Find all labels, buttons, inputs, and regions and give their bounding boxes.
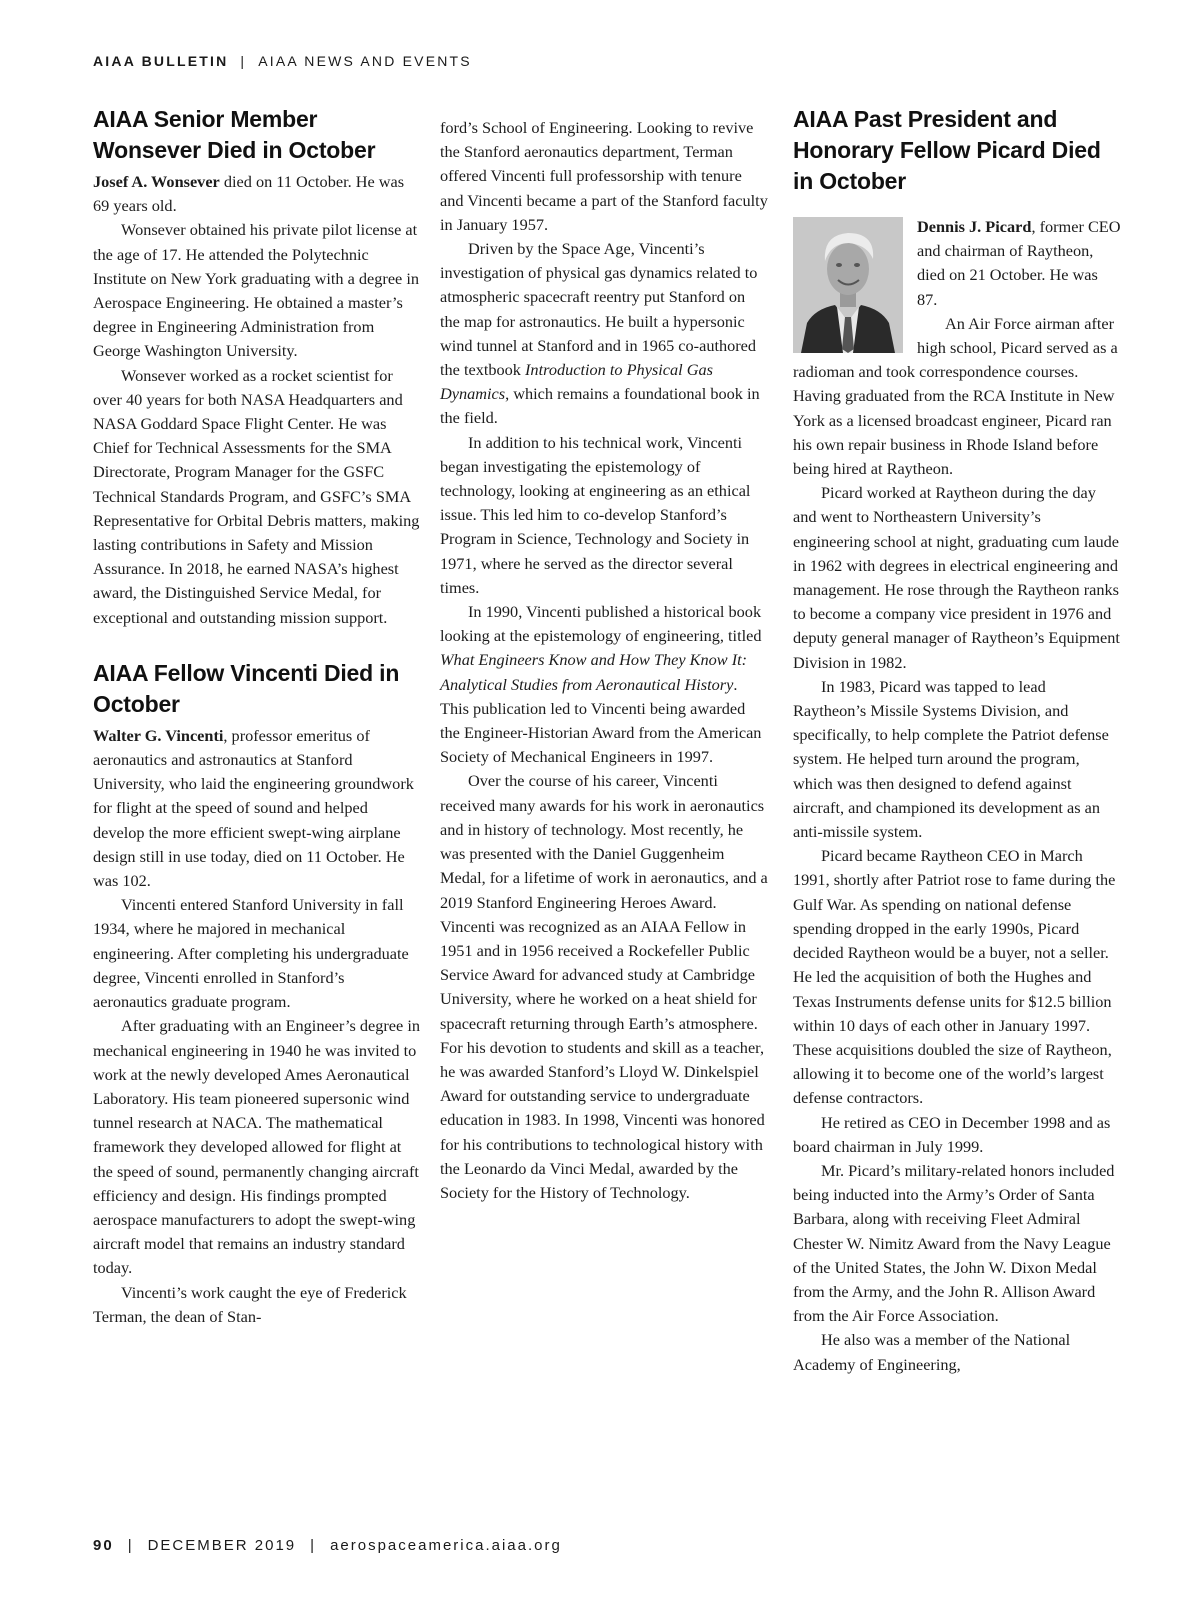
website-link[interactable]: aerospaceamerica.aiaa.org: [330, 1537, 562, 1554]
column-2: [440, 116, 768, 1205]
article2-paragraph-continued: ford’s School of Engineering. Looking to revive the Stanford aeronautics department, Terman offered Vincenti full professorship with tenure and Vincenti became a part of the Stanford faculty in January 1957.: [440, 118, 768, 234]
article3-title: AIAA Past President and Honorary Fellow Picard Died in October: [793, 106, 1101, 194]
article2-lead: Walter G. Vincenti, professor emeritus of aeronautics and astronautics at Stanford University, who laid the engineering groundwork for flight at the speed of sound and helped develop the more efficient swept-wing airplane design still in use today, died on 11 October. He was 102.: [93, 725, 414, 891]
article2-title: AIAA Fellow Vincenti Died in October: [93, 659, 400, 717]
column-3: [793, 104, 1121, 1377]
article2-name: Walter G. Vincenti: [93, 725, 224, 745]
article3-name: Dennis J. Picard: [917, 217, 1032, 236]
portrait-photo: [793, 217, 903, 353]
article3-paragraph: An Air Force airman after high school, Picard served as a radioman and took correspondence courses. Having graduated from the RCA Institute in New York as a licensed broadcast engineer, Picard ran his own repair business in Rhode Island before being hired at Raytheon.: [793, 313, 1118, 479]
article3-paragraph: Picard became Raytheon CEO in March 1991, shortly after Patriot rose to fame during the Gulf War. As spending on national defense spending dropped in the early 1990s, Picard decided Raytheon would be a buyer, not a seller. He led the acquisition of both the Hughes and Texas Instruments defense units for $12.5 billion within 10 days of each other in January 1997. These acquisitions doubled the size of Raytheon, allowing it to become one of the world’s largest defense contractors.: [793, 846, 1116, 1108]
article1-name: Josef A. Wonsever: [93, 172, 220, 191]
section-label: AIAA BULLETIN: [93, 53, 229, 69]
article3-lead: Dennis J. Picard, former CEO and chairman of Raytheon, died on 21 October. He was 87.: [917, 217, 1121, 309]
issue-date: DECEMBER 2019: [147, 1537, 297, 1554]
portrait-image: [793, 217, 903, 353]
article3-paragraph: He also was a member of the National Academy of Engineering,: [793, 1330, 1071, 1374]
article3-paragraph: Picard worked at Raytheon during the day and went to Northeastern University’s engineering school at night, graduating cum laude in 1962 with degrees in electrical engineering and management. He rose through the Raytheon ranks to become a company vice president in 1976 and deputy general manager of Raytheon’s Equipment Division in 1982.: [793, 483, 1120, 672]
article2-paragraph: Vincenti entered Stanford University in fall 1934, where he majored in mechanical engineering. After completing his undergraduate degree, Vincenti enrolled in Stanford’s aeronautics graduate program.: [93, 895, 409, 1012]
article1-paragraph: Wonsever worked as a rocket scientist for over 40 years for both NASA Headquarters and NASA Goddard Space Flight Center. He was Chief for Technical Assessments for the SMA Directorate, Program Manager for the GSFC Technical Standards Program, and GSFC’s SMA Representative for Orbital Debris matters, making lasting contributions in Safety and Mission Assurance. In 2018, he earned NASA’s highest award, the Distinguished Service Medal, for exceptional and outstanding mission support.: [93, 365, 420, 627]
article3-paragraph: In 1983, Picard was tapped to lead Raytheon’s Missile Systems Division, and specifically, to help complete the Patriot defense system. He helped turn around the program, which was then designed to defend against aircraft, and championed its development as an anti-missile system.: [793, 676, 1109, 842]
article3-paragraph: He retired as CEO in December 1998 and as board chairman in July 1999.: [793, 1112, 1111, 1156]
article2-paragraph: In addition to his technical work, Vincenti began investigating the epistemology of technology, looking at engineering as an ethical issue. This led him to co-develop Stanford’s Program in Science, Technology and Society in 1971, where he served as the director several times.: [440, 432, 751, 597]
article2-paragraph: Vincenti’s work caught the eye of Frederick Terman, the dean of Stan-: [93, 1282, 407, 1326]
article1-paragraph: Wonsever obtained his private pilot license at the age of 17. He attended the Polytechnic Institute on New York graduating with a degree in Aerospace Engineering. He obtained a master’s degree in Engineering Administration from George Washington University.: [93, 220, 420, 361]
article2-paragraph: After graduating with an Engineer’s degree in mechanical engineering in 1940 he was invited to work at the newly developed Ames Aeronautical Laboratory. His team pioneered supersonic wind tunnel research at NACA. The mathematical framework they developed allowed for flight at the speed of sound, permanently changing aircraft efficiency and design. His findings prompted aerospace manufacturers to adopt the swept-wing aircraft model that remains an industry standard today.: [93, 1016, 420, 1278]
article2-paragraph: Over the course of his career, Vincenti received many awards for his work in aeronautics and in history of technology. Most recently, he was presented with the Daniel Guggenheim Medal, for a lifetime of work in aeronautics, and a 2019 Stanford Engineering Heroes Award. Vincenti was recognized as an AIAA Fellow in 1951 and in 1956 received a Rockefeller Public Service Award for advanced study at Cambridge University, where he worked on a heat shield for spacecraft returning through Earth’s atmosphere. For his devotion to students and skill as a teacher, he was awarded Stanford’s Lloyd W. Dinkelspiel Award for outstanding service to undergraduate education in 1983. In 1998, Vincenti was honored for his contributions to technological history with the Leonardo da Vinci Medal, awarded by the Society for the History of Technology.: [440, 771, 768, 1202]
article3-paragraph: Mr. Picard’s military-related honors included being inducted into the Army’s Order of Santa Barbara, along with receiving Fleet Admiral Chester W. Nimitz Award from the Navy League of the United States, the John W. Dixon Medal from the Army, and the John R. Allison Award from the Air Force Association.: [793, 1160, 1115, 1326]
page-header: [93, 53, 472, 69]
article2-paragraph: In 1990, Vincenti published a historical book looking at the epistemology of engineering, titled What Engineers Know and How They Know It: Analytical Studies from Aeronautical History. This publication led to Vincenti being awarded the Engineer-Historian Award from the American Society of Mechanical Engineers in 1997.: [440, 602, 762, 767]
header-divider: |: [240, 53, 247, 69]
page-number: 90: [93, 1537, 114, 1554]
article1-lead: Josef A. Wonsever died on 11 October. He was 69 years old.: [93, 172, 405, 216]
column-1: [93, 104, 421, 1329]
page-footer: 90 | DECEMBER 2019 | aerospaceamerica.aiaa.org: [93, 1537, 562, 1554]
book-title: What Engineers Know and How They Know It: Analytical Studies from Aeronautical History: [440, 650, 748, 694]
subsection-label: AIAA NEWS AND EVENTS: [258, 53, 472, 69]
book-title: Introduction to Physical Gas Dynamics: [440, 360, 713, 404]
article1-title: AIAA Senior Member Wonsever Died in October: [93, 106, 376, 163]
article2-paragraph: Driven by the Space Age, Vincenti’s investigation of physical gas dynamics related to atmospheric spacecraft reentry put Stanford on the map for astronautics. He built a hypersonic wind tunnel at Stanford and in 1965 co-authored the textbook Introduction to Physical Gas Dynamics, which remains a foundational book in the field.: [440, 239, 760, 428]
